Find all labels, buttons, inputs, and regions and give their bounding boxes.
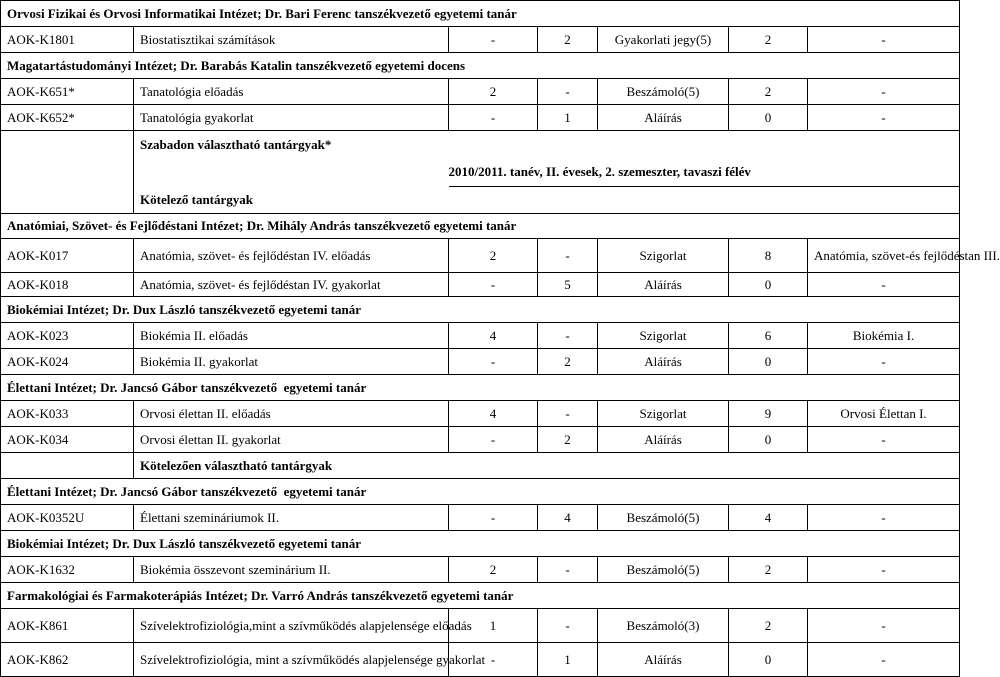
course-code: AOK-K024: [1, 349, 134, 375]
prerequisite: -: [808, 105, 960, 131]
credits: 4: [729, 505, 808, 531]
practice-hours: 2: [538, 27, 598, 53]
lecture-hours: 4: [449, 323, 538, 349]
course-row: [1, 105, 960, 131]
course-name: Anatómia, szövet- és fejlődéstan IV. gyakorlat: [134, 273, 449, 297]
course-code: AOK-K017: [1, 239, 134, 273]
institute-heading: Élettani Intézet; Dr. Jancsó Gábor tanszékvezető egyetemi tanár: [1, 375, 960, 401]
credits: 0: [729, 427, 808, 453]
lecture-hours: -: [449, 427, 538, 453]
institute-row: [1, 479, 960, 505]
institute-heading: Anatómiai, Szövet- és Fejlődéstani Intézet; Dr. Mihály András tanszékvezető egyetemi tanár: [1, 214, 960, 239]
practice-hours: 4: [538, 505, 598, 531]
course-code: AOK-K033: [1, 401, 134, 427]
course-code: AOK-K652*: [1, 105, 134, 131]
lecture-hours: -: [449, 643, 538, 677]
course-code: AOK-K862: [1, 643, 134, 677]
course-row: [1, 349, 960, 375]
prerequisite: -: [808, 79, 960, 105]
lecture-hours: -: [449, 349, 538, 375]
course-code: AOK-K651*: [1, 79, 134, 105]
credits: 0: [729, 273, 808, 297]
prerequisite: -: [808, 427, 960, 453]
course-code: AOK-K1801: [1, 27, 134, 53]
lecture-hours: -: [449, 105, 538, 131]
course-row: [1, 609, 960, 643]
institute-heading: Biokémiai Intézet; Dr. Dux László tanszékvezető egyetemi tanár: [1, 531, 960, 557]
institute-row: [1, 297, 960, 323]
lecture-hours: 2: [449, 557, 538, 583]
practice-hours: 5: [538, 273, 598, 297]
course-name: Tanatológia gyakorlat: [134, 105, 449, 131]
exam-type: Beszámoló(5): [598, 505, 729, 531]
practice-hours: -: [538, 323, 598, 349]
course-row: [1, 427, 960, 453]
course-code: AOK-K023: [1, 323, 134, 349]
institute-row: [1, 214, 960, 239]
course-row: [1, 323, 960, 349]
exam-type: Aláírás: [598, 349, 729, 375]
course-code: AOK-K0352U: [1, 505, 134, 531]
institute-row: [1, 531, 960, 557]
exam-type: Beszámoló(5): [598, 79, 729, 105]
institute-row: [1, 375, 960, 401]
prerequisite: -: [808, 643, 960, 677]
credits: 0: [729, 643, 808, 677]
exam-type: Szigorlat: [598, 239, 729, 273]
course-name: Orvosi élettan II. előadás: [134, 401, 449, 427]
course-row: [1, 643, 960, 677]
exam-type: Aláírás: [598, 643, 729, 677]
lecture-hours: 4: [449, 401, 538, 427]
course-code: AOK-K861: [1, 609, 134, 643]
course-name: Biokémia II. gyakorlat: [134, 349, 449, 375]
credits: 2: [729, 27, 808, 53]
lecture-hours: -: [449, 273, 538, 297]
credits: 2: [729, 557, 808, 583]
institute-heading: Magatartástudományi Intézet; Dr. Barabás Katalin tanszékvezető egyetemi docens: [1, 53, 960, 79]
section-row: [1, 187, 960, 214]
course-row: [1, 505, 960, 531]
course-row: [1, 79, 960, 105]
institute-row: [1, 1, 960, 27]
credits: 8: [729, 239, 808, 273]
course-row: [1, 557, 960, 583]
section-row: [1, 453, 960, 479]
credits: 0: [729, 105, 808, 131]
lecture-hours: -: [449, 505, 538, 531]
course-code: AOK-K1632: [1, 557, 134, 583]
section-heading: Kötelezően választható tantárgyak: [134, 453, 960, 479]
course-name: Orvosi élettan II. gyakorlat: [134, 427, 449, 453]
practice-hours: 1: [538, 643, 598, 677]
course-row: [1, 239, 960, 273]
course-name: Élettani szemináriumok II.: [134, 505, 449, 531]
course-row: [1, 27, 960, 53]
prerequisite: Anatómia, szövet-és fejlődéstan III.: [808, 239, 960, 273]
institute-row: [1, 53, 960, 79]
prerequisite: -: [808, 349, 960, 375]
practice-hours: -: [538, 239, 598, 273]
practice-hours: -: [538, 79, 598, 105]
course-name: Biostatisztikai számítások: [134, 27, 449, 53]
exam-type: Aláírás: [598, 427, 729, 453]
practice-hours: 1: [538, 105, 598, 131]
course-name: Tanatológia előadás: [134, 79, 449, 105]
course-name: Biokémia II. előadás: [134, 323, 449, 349]
exam-type: Beszámoló(5): [598, 557, 729, 583]
practice-hours: -: [538, 401, 598, 427]
exam-type: Aláírás: [598, 273, 729, 297]
lecture-hours: 2: [449, 239, 538, 273]
institute-row: [1, 583, 960, 609]
institute-heading: Élettani Intézet; Dr. Jancsó Gábor tanszékvezető egyetemi tanár: [1, 479, 960, 505]
course-code: AOK-K018: [1, 273, 134, 297]
section-row: [1, 131, 960, 159]
lecture-hours: -: [449, 27, 538, 53]
exam-type: Aláírás: [598, 105, 729, 131]
course-name: Anatómia, szövet- és fejlődéstan IV. előadás: [134, 239, 449, 273]
lecture-hours: 1: [449, 609, 538, 643]
prerequisite: Biokémia I.: [808, 323, 960, 349]
prerequisite: -: [808, 557, 960, 583]
prerequisite: -: [808, 273, 960, 297]
course-name: Szívelektrofiziológia, mint a szívműködés alapjelensége gyakorlat: [134, 643, 449, 677]
course-code: AOK-K034: [1, 427, 134, 453]
lecture-hours: 2: [449, 79, 538, 105]
institute-heading: Farmakológiai és Farmakoterápiás Intézet; Dr. Varró András tanszékvezető egyetemi tanár: [1, 583, 960, 609]
credits: 2: [729, 79, 808, 105]
practice-hours: -: [538, 609, 598, 643]
exam-type: Szigorlat: [598, 323, 729, 349]
practice-hours: 2: [538, 427, 598, 453]
prerequisite: -: [808, 27, 960, 53]
institute-heading: Orvosi Fizikai és Orvosi Informatikai Intézet; Dr. Bari Ferenc tanszékvezető egyetemi tanár: [1, 1, 960, 27]
practice-hours: -: [538, 557, 598, 583]
credits: 9: [729, 401, 808, 427]
semester-heading: 2010/2011. tanév, II. évesek, 2. szemeszter, tavaszi félév: [449, 159, 960, 187]
prerequisite: Orvosi Élettan I.: [808, 401, 960, 427]
section-heading: Szabadon választható tantárgyak*: [134, 131, 960, 159]
course-row: [1, 273, 960, 297]
course-name: Szívelektrofiziológia,mint a szívműködés alapjelensége előadás: [134, 609, 449, 643]
exam-type: Gyakorlati jegy(5): [598, 27, 729, 53]
semester-row: [1, 159, 960, 187]
prerequisite: -: [808, 505, 960, 531]
course-row: [1, 401, 960, 427]
course-name: Biokémia összevont szeminárium II.: [134, 557, 449, 583]
exam-type: Beszámoló(3): [598, 609, 729, 643]
prerequisite: -: [808, 609, 960, 643]
section-heading: Kötelező tantárgyak: [134, 187, 960, 214]
credits: 0: [729, 349, 808, 375]
credits: 6: [729, 323, 808, 349]
institute-heading: Biokémiai Intézet; Dr. Dux László tanszékvezető egyetemi tanár: [1, 297, 960, 323]
practice-hours: 2: [538, 349, 598, 375]
credits: 2: [729, 609, 808, 643]
exam-type: Szigorlat: [598, 401, 729, 427]
